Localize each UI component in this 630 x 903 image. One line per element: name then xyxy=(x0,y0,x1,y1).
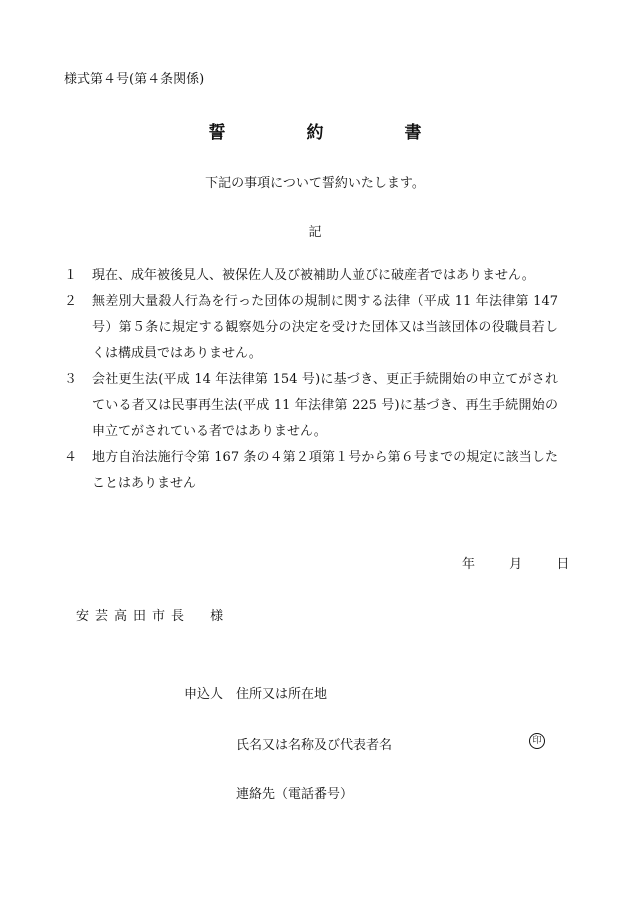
pledge-item-text: 地方自治法施行令第 167 条の４第２項第１号から第６号までの規定に該当したことはありません xyxy=(92,450,558,491)
pledge-item-number: １ xyxy=(64,268,78,283)
pledge-item-text: 無差別大量殺人行為を行った団体の規制に関する法律（平成 11 年法律第 147 号）第５条に規定する観察処分の決定を受けた団体又は当該団体の役職員若しくは構成員ではありません。 xyxy=(92,294,558,361)
name-label: 氏名又は名称及び代表者名 xyxy=(236,738,393,753)
date-day: 日 xyxy=(556,557,570,572)
date-month: 月 xyxy=(509,557,523,572)
seal-mark: 印 xyxy=(529,733,545,749)
date-year: 年 xyxy=(462,557,476,572)
intro-text: 下記の事項について誓約いたします。 xyxy=(205,176,425,191)
ki-heading: 記 xyxy=(308,225,322,240)
date-line xyxy=(462,553,569,572)
pledge-item xyxy=(64,445,558,497)
pledge-item-number: ４ xyxy=(64,450,78,465)
pledge-item-text: 会社更生法(平成 14 年法律第 154 号)に基づき、更正手続開始の申立てがされている者又は民事再生法(平成 11 年法律第 225 号)に基づき、再生手続開始の申立てがされている者ではありません。 xyxy=(92,372,558,439)
pledge-item xyxy=(64,367,558,445)
applicant-label: 申込人 xyxy=(184,687,224,702)
document-title: 誓 約 書 xyxy=(208,123,454,143)
pledge-item xyxy=(64,263,558,289)
addressee xyxy=(76,605,229,624)
addressee-name: 安芸高田市長 xyxy=(76,609,191,624)
addressee-honorific: 様 xyxy=(210,609,230,624)
address-label: 住所又は所在地 xyxy=(236,687,328,702)
pledge-item xyxy=(64,289,558,367)
pledge-items xyxy=(64,263,558,497)
pledge-item-number: ３ xyxy=(64,372,78,387)
pledge-item-text: 現在、成年被後見人、被保佐人及び被補助人並びに破産者ではありません。 xyxy=(92,268,535,283)
contact-label: 連絡先（電話番号） xyxy=(236,787,354,802)
form-number: 様式第４号(第４条関係) xyxy=(64,72,205,87)
pledge-item-number: ２ xyxy=(64,294,78,309)
